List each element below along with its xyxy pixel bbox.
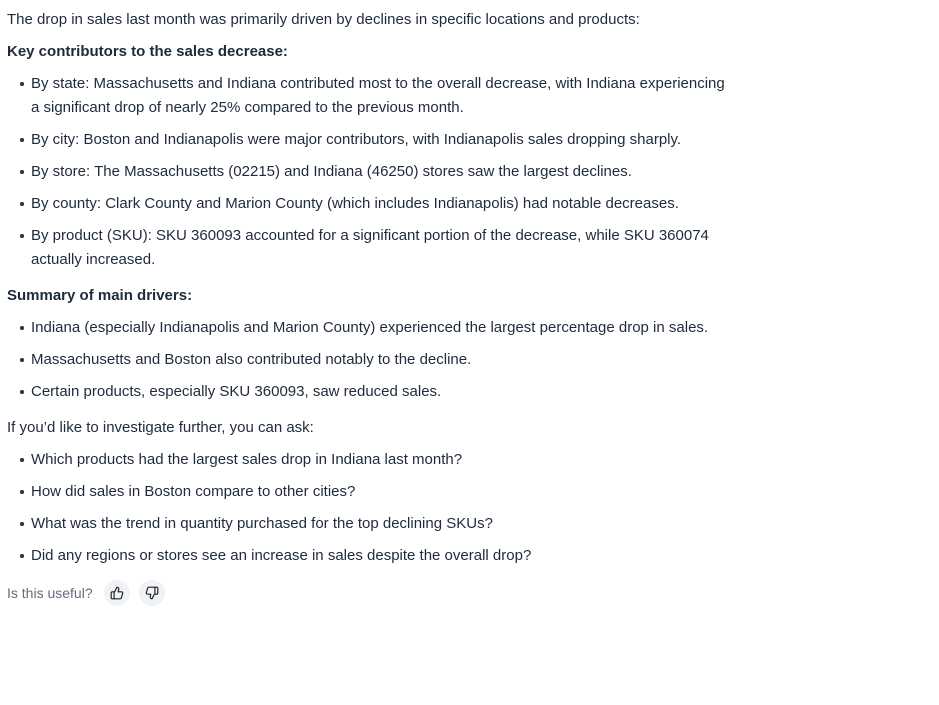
section-heading-summary: Summary of main drivers: [7, 287, 193, 304]
list-item: What was the trend in quantity purchased for the top declining SKUs? [7, 512, 730, 536]
list-item: By store: The Massachusetts (02215) and Indiana (46250) stores saw the largest declines. [7, 160, 730, 184]
section-heading-investigate: If you’d like to investigate further, you can ask: [7, 419, 314, 436]
thumbs-up-button[interactable] [104, 580, 130, 606]
feedback-prompt: Is this useful? [7, 585, 93, 601]
key-contributors-list [7, 72, 730, 272]
section-heading-key-contributors: Key contributors to the sales decrease: [7, 43, 288, 60]
list-item: By county: Clark County and Marion County (which includes Indianapolis) had notable decreases. [7, 192, 730, 216]
intro-text: The drop in sales last month was primarily driven by declines in specific locations and products: [7, 11, 640, 28]
list-item: By product (SKU): SKU 360093 accounted for a significant portion of the decrease, while SKU 360074 actually increased. [7, 224, 730, 272]
list-item: By city: Boston and Indianapolis were major contributors, with Indianapolis sales dropping sharply. [7, 128, 730, 152]
list-item: How did sales in Boston compare to other cities? [7, 480, 730, 504]
list-item: Massachusetts and Boston also contributed notably to the decline. [7, 348, 730, 372]
list-item: Did any regions or stores see an increase in sales despite the overall drop? [7, 544, 730, 568]
list-item: Certain products, especially SKU 360093, saw reduced sales. [7, 380, 730, 404]
thumbs-up-icon [110, 586, 124, 600]
thumbs-down-button[interactable] [139, 580, 165, 606]
thumbs-down-icon [145, 586, 159, 600]
suggested-questions-list [7, 448, 730, 568]
list-item: By state: Massachusetts and Indiana contributed most to the overall decrease, with Indiana experiencing a significant drop of nearly 25% compared to the previous month. [7, 72, 730, 120]
list-item: Which products had the largest sales drop in Indiana last month? [7, 448, 730, 472]
summary-drivers-list [7, 316, 730, 404]
list-item: Indiana (especially Indianapolis and Marion County) experienced the largest percentage drop in sales. [7, 316, 730, 340]
feedback-row [7, 580, 730, 606]
